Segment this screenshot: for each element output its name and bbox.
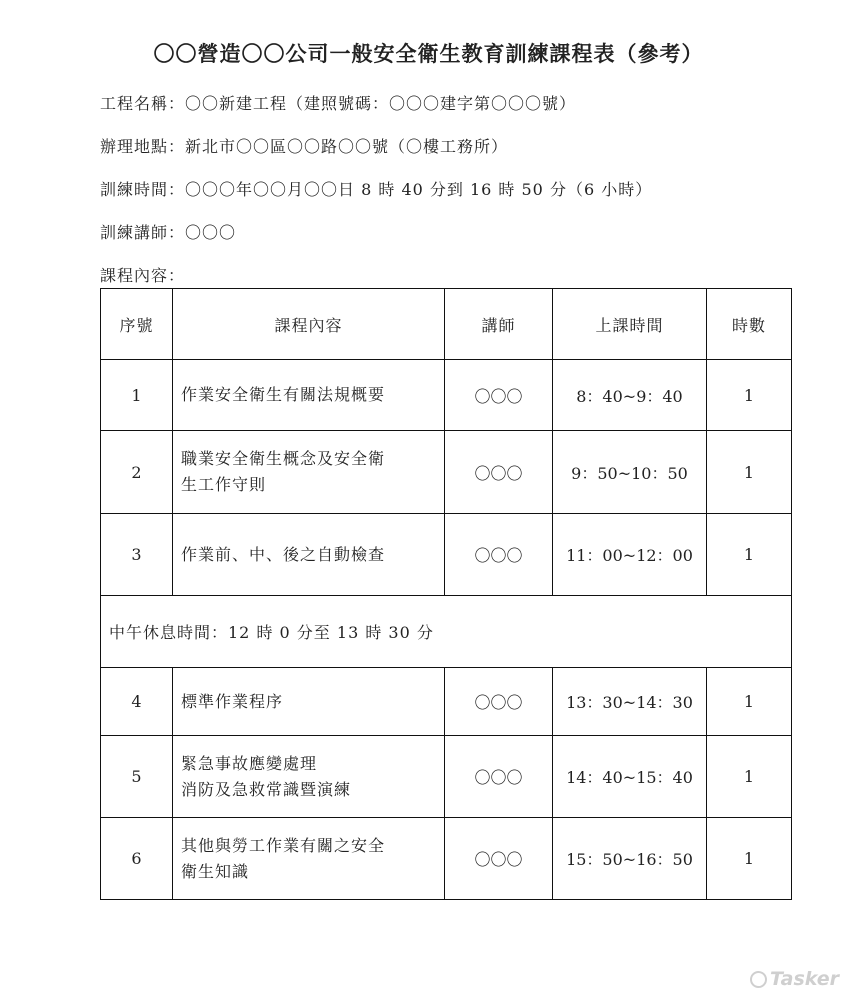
row-hours: 1	[707, 431, 792, 514]
row-no: 4	[101, 668, 173, 736]
row-content-line: 作業前、中、後之自動檢查	[181, 544, 386, 564]
header-content: 課程內容	[173, 289, 445, 360]
tasker-logo-icon	[750, 971, 767, 988]
row-time: 11：00~12：00	[553, 514, 707, 596]
table-header-row	[101, 289, 792, 360]
row-time: 14：40~15：40	[553, 736, 707, 818]
row-teacher: 〇〇〇	[445, 668, 553, 736]
table-row	[101, 668, 792, 736]
row-content-line: 緊急事故應變處理	[181, 753, 318, 773]
training-time-line: 訓練時間：〇〇〇年〇〇月〇〇日 8 時 40 分到 16 時 50 分（6 小時）	[100, 180, 653, 199]
row-content	[173, 668, 445, 736]
row-teacher: 〇〇〇	[445, 736, 553, 818]
table-row	[101, 360, 792, 431]
row-content-line: 其他與勞工作業有關之安全	[181, 835, 386, 855]
row-content-line: 標準作業程序	[181, 691, 284, 711]
row-teacher: 〇〇〇	[445, 360, 553, 431]
watermark	[750, 968, 839, 990]
row-content	[173, 818, 445, 900]
table-row	[101, 818, 792, 900]
row-no: 2	[101, 431, 173, 514]
project-name-line: 工程名稱：〇〇新建工程（建照號碼：〇〇〇建字第〇〇〇號）	[100, 94, 577, 113]
watermark-text: Tasker	[769, 968, 839, 990]
row-no: 1	[101, 360, 173, 431]
row-teacher: 〇〇〇	[445, 818, 553, 900]
row-teacher: 〇〇〇	[445, 431, 553, 514]
document-title: 〇〇營造〇〇公司一般安全衛生教育訓練課程表（參考）	[153, 41, 704, 66]
row-hours: 1	[707, 818, 792, 900]
row-content	[173, 431, 445, 514]
header-teacher: 講師	[445, 289, 553, 360]
table-row	[101, 736, 792, 818]
row-content	[173, 736, 445, 818]
row-content-line: 衛生知識	[181, 861, 250, 881]
row-time: 15：50~16：50	[553, 818, 707, 900]
table-row	[101, 431, 792, 514]
header-no: 序號	[101, 289, 173, 360]
row-time: 13：30~14：30	[553, 668, 707, 736]
header-time: 上課時間	[553, 289, 707, 360]
row-content-line: 生工作守則	[181, 475, 267, 494]
row-no: 3	[101, 514, 173, 596]
lunch-break-cell: 中午休息時間：12 時 0 分至 13 時 30 分	[101, 596, 792, 668]
instructor-line: 訓練講師：〇〇〇	[100, 223, 237, 242]
row-hours: 1	[707, 514, 792, 596]
header-hours: 時數	[707, 289, 792, 360]
course-table	[100, 288, 792, 900]
row-content-line: 消防及急救常識暨演練	[181, 779, 352, 799]
location-line: 辦理地點：新北市〇〇區〇〇路〇〇號（〇樓工務所）	[100, 137, 509, 156]
course-content-label: 課程內容：	[100, 266, 186, 285]
row-content-line: 職業安全衛生概念及安全衛	[181, 449, 386, 468]
table-row	[101, 514, 792, 596]
row-no: 5	[101, 736, 173, 818]
row-hours: 1	[707, 668, 792, 736]
lunch-row	[101, 596, 792, 668]
row-hours: 1	[707, 736, 792, 818]
row-time: 8：40~9：40	[553, 360, 707, 431]
row-teacher: 〇〇〇	[445, 514, 553, 596]
row-content	[173, 514, 445, 596]
row-no: 6	[101, 818, 173, 900]
row-time: 9：50~10：50	[553, 431, 707, 514]
row-content	[173, 360, 445, 431]
row-hours: 1	[707, 360, 792, 431]
row-content-line: 作業安全衛生有關法規概要	[181, 385, 386, 404]
